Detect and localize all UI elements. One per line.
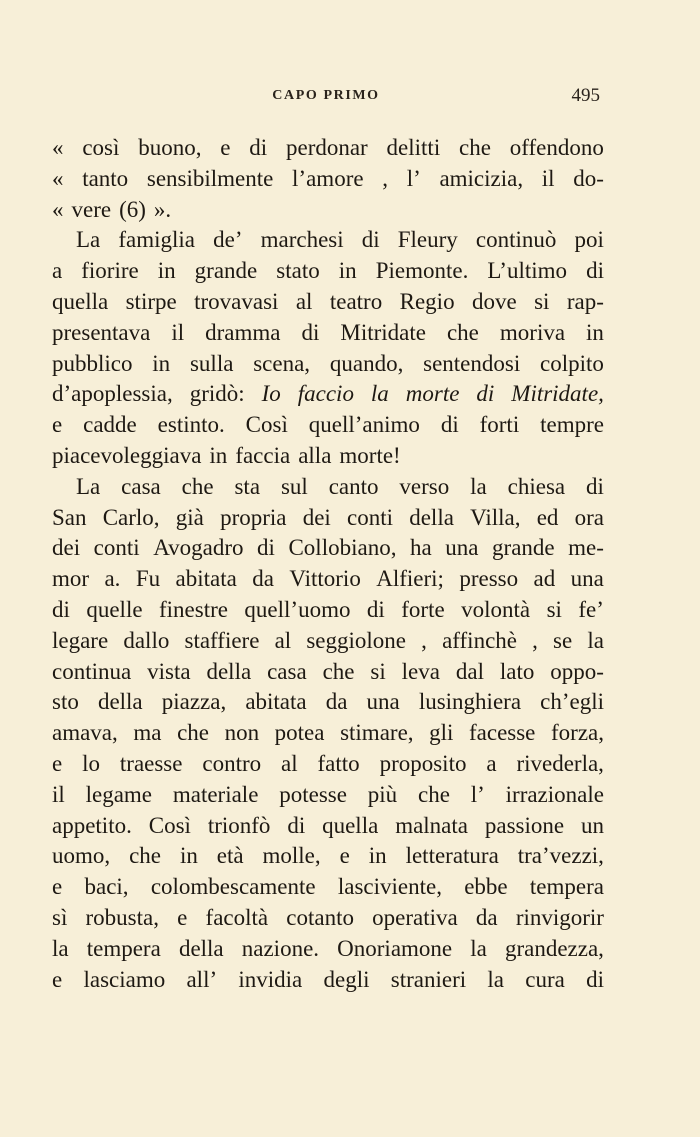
body-text — [52, 133, 604, 995]
text-line: di quelle finestre quell’uomo di forte volontà si fe’ — [52, 596, 604, 622]
text-line: e baci, colombescamente lasciviente, ebbe tempera — [52, 874, 604, 900]
text-line: a fiorire in grande stato in Piemonte. L’ultimo di — [52, 258, 604, 284]
text-line: d’apoplessia, gridò: Io faccio la morte di Mitridate, — [52, 381, 604, 407]
text-line: presentava il dramma di Mitridate che moriva in — [52, 319, 604, 345]
text-line: appetito. Così trionfò di quella malnata passione un — [52, 812, 604, 838]
text-line: « tanto sensibilmente l’amore , l’ amicizia, il do- — [52, 165, 604, 191]
text-line: uomo, che in età molle, e in letteratura tra’vezzi, — [52, 843, 604, 869]
text-line: dei conti Avogadro di Collobiano, ha una grande me- — [52, 535, 604, 561]
text-line: San Carlo, già propria dei conti della Villa, ed ora — [52, 504, 604, 530]
text-line: « così buono, e di perdonar delitti che offendono — [52, 135, 604, 160]
text-line: il legame materiale potesse più che l’ irrazionale — [52, 781, 604, 807]
text-line: La casa che sta sul canto verso la chiesa di — [76, 473, 604, 499]
text-line: quella stirpe trovavasi al teatro Regio dove si rap- — [52, 288, 604, 314]
text-line: « vere (6) ». — [52, 196, 172, 222]
text-line: la tempera della nazione. Onoriamone la grandezza, — [52, 935, 604, 961]
text-line: amava, ma che non potea stimare, gli facesse forza, — [52, 720, 604, 746]
text-line: legare dallo staffiere al seggiolone , affinchè , se la — [52, 627, 604, 653]
text-line: mor a. Fu abitata da Vittorio Alfieri; presso ad una — [52, 566, 604, 592]
text-line: e lasciamo all’ invidia degli stranieri la cura di — [52, 966, 604, 992]
running-head: CAPO PRIMO — [272, 88, 380, 103]
text-line: pubblico in sulla scena, quando, sentendosi colpito — [52, 350, 604, 376]
text-line: e cadde estinto. Così quell’animo di forti tempre — [52, 412, 604, 438]
text-line: piacevoleggiava in faccia alla morte! — [52, 442, 401, 468]
page-header — [52, 85, 600, 114]
text-line: La famiglia de’ marchesi di Fleury continuò poi — [76, 227, 604, 253]
text-line: sto della piazza, abitata da una lusinghiera ch’egli — [52, 689, 604, 715]
page-number: 495 — [571, 85, 600, 106]
text-line: sì robusta, e facoltà cotanto operativa da rinvigorir — [52, 904, 604, 930]
text-line: e lo traesse contro al fatto proposito a rivederla, — [52, 750, 604, 776]
text-line: continua vista della casa che si leva dal lato oppo- — [52, 658, 604, 684]
